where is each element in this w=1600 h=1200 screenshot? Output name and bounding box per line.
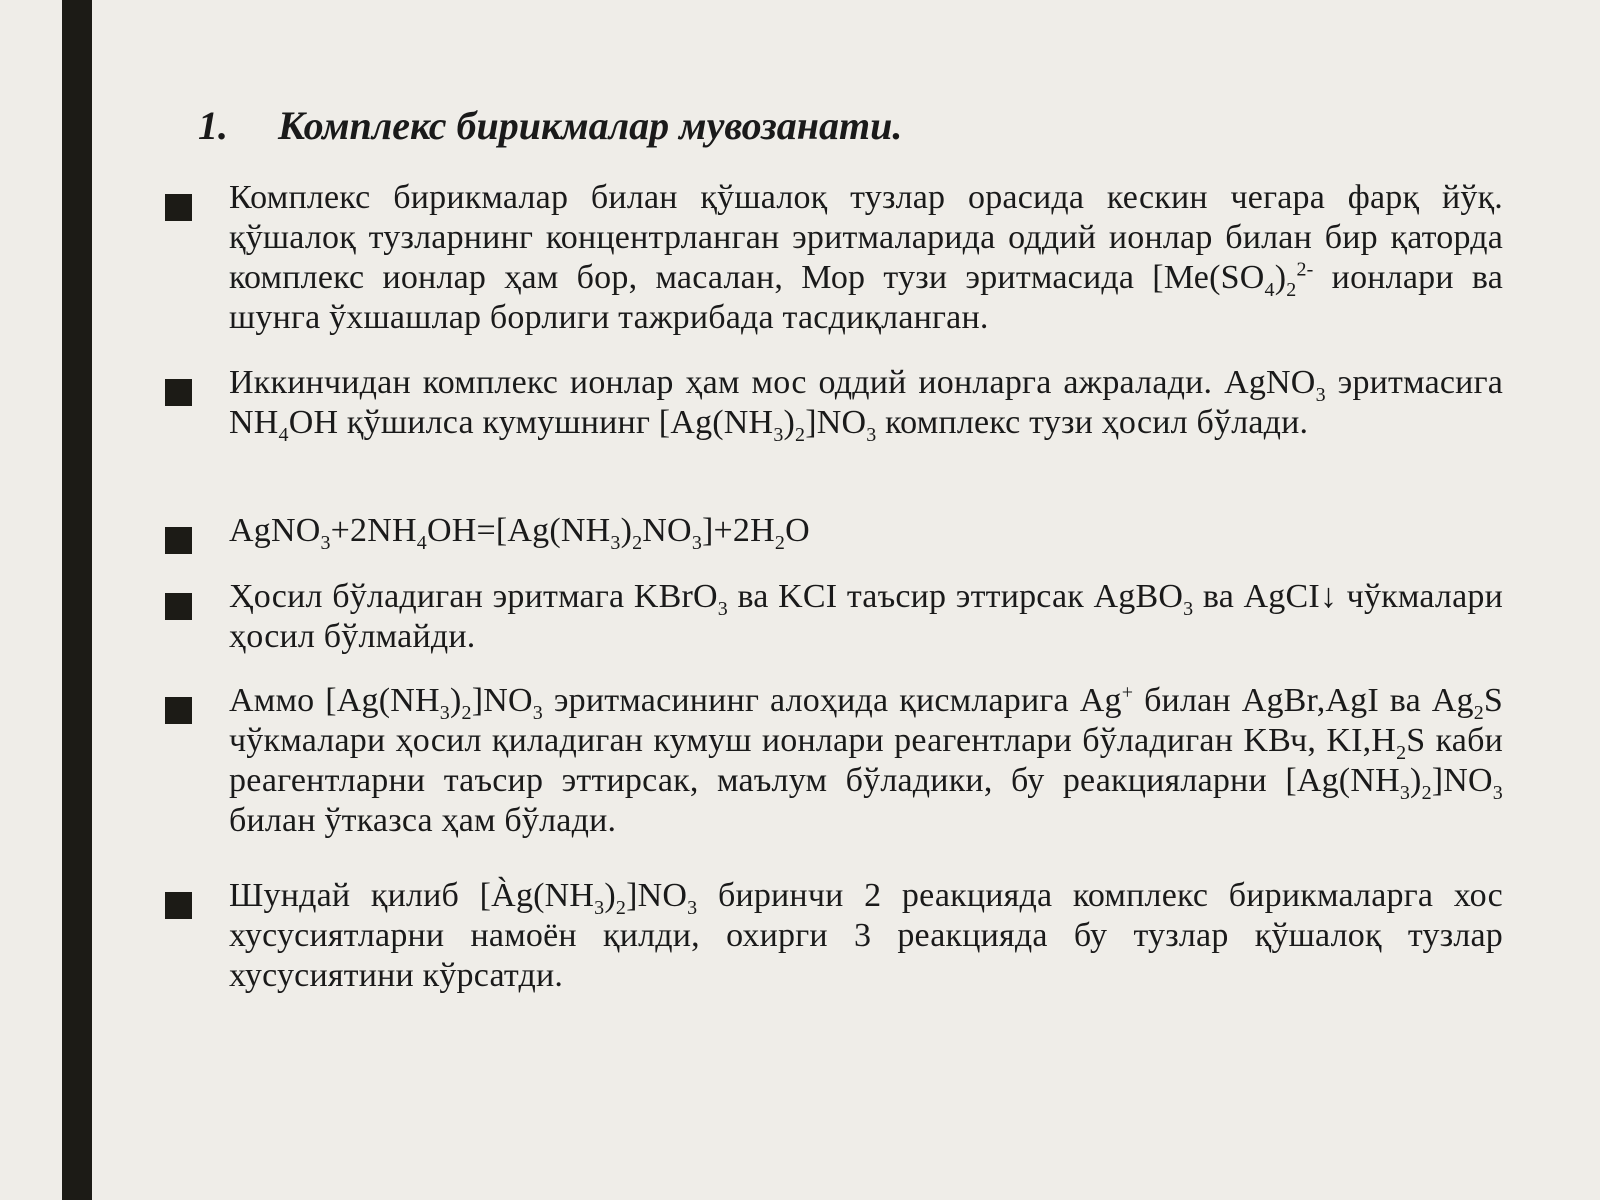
paragraph-text: [229, 363, 1503, 446]
subscript: 3: [610, 531, 621, 554]
subscript: 2: [1286, 278, 1297, 301]
text-run: Шундай қилиб [Àg(NH: [229, 877, 595, 914]
text-run: Аммо [Ag(NH: [229, 682, 440, 719]
subscript: 4: [416, 531, 427, 554]
text-run: NO: [642, 512, 692, 549]
subscript: 2: [615, 896, 627, 919]
text-run: OH=[Ag(NH: [426, 512, 611, 549]
subscript: 2: [632, 531, 643, 554]
subscript: 3: [866, 423, 877, 446]
paragraph-text: [229, 681, 1503, 841]
subscript: 3: [1315, 383, 1326, 406]
subscript: 2: [774, 531, 786, 554]
subscript: 4: [278, 423, 289, 446]
bullet-square-icon: [165, 892, 192, 919]
subscript: 4: [1264, 278, 1275, 301]
text-run: OH қўшилса кумушнинг [Ag(NH: [288, 404, 774, 441]
subscript: 3: [1399, 781, 1411, 804]
subscript: 2: [461, 701, 472, 724]
subscript: 3: [594, 896, 605, 919]
subscript: 3: [320, 531, 331, 554]
text-run: ва KCI таъсир эттирсак AgBO: [727, 578, 1184, 615]
subscript: 3: [691, 531, 703, 554]
text-run: билан AgBr,AgI ва Ag: [1133, 682, 1474, 719]
text-run: S каби реагентларни таъсир эттирсак, маълум бўладики, бу реакцияларни [Ag(NH: [229, 722, 1503, 799]
bullet-square-icon: [165, 593, 192, 620]
paragraph-text: [229, 178, 1503, 338]
text-run: Комплекс бирикмалар билан қўшалоқ тузлар орасида кескин чегара фарқ йўқ. қўшалоқ тузларнинг концентрланган эритмаларида оддий ионлар билан бир қаторда комплекс ионлар ҳам бор, масалан, Мор тузи эритмасида [Ме(SO: [229, 179, 1503, 296]
bullet-square-icon: [165, 379, 192, 406]
subscript: 3: [717, 597, 728, 620]
text-run: O: [785, 512, 810, 549]
text-run: ]+2H: [702, 512, 775, 549]
text-run: ): [604, 877, 616, 914]
subscript: 3: [532, 701, 543, 724]
text-run: AgNO: [229, 512, 321, 549]
text-run: ]NO: [1431, 762, 1493, 799]
title-number: 1.: [198, 103, 228, 148]
text-run: ]NO: [471, 682, 533, 719]
superscript: 2-: [1296, 258, 1314, 281]
paragraph-text: [229, 577, 1503, 657]
text-run: Ҳосил бўладиган эритмага KBrO: [229, 578, 718, 615]
text-run: ]NO: [626, 877, 688, 914]
text-run: ): [450, 682, 462, 719]
subscript: 2: [1473, 701, 1484, 724]
subscript: 2: [1421, 781, 1432, 804]
text-run: ва AgCI↓ чўкмалари ҳосил бўлмайди.: [229, 578, 1503, 655]
subscript: 3: [687, 896, 698, 919]
text-run: ): [783, 404, 796, 441]
text-run: S чўкмалари ҳосил қиладиган кумуш ионлари реагентлари бўладиган KВч, KI,H: [229, 682, 1504, 759]
text-run: ]NO: [805, 404, 867, 441]
text-run: билан ўтказса ҳам бўлади.: [229, 802, 617, 839]
subscript: 3: [1183, 597, 1194, 620]
title-text: Комплекс бирикмалар мувозанати.: [278, 103, 903, 148]
paragraph-text: [229, 876, 1503, 996]
text-run: ): [1274, 259, 1287, 296]
bullet-square-icon: [165, 527, 192, 554]
subscript: 3: [1492, 781, 1503, 804]
subscript: 3: [439, 701, 450, 724]
subscript: 3: [773, 423, 784, 446]
text-run: ионлари ва шунга ўхшашлар борлиги тажрибада тасдиқланган.: [229, 259, 1503, 336]
left-accent-bar: [62, 0, 92, 1200]
superscript: +: [1121, 681, 1134, 704]
subscript: 2: [795, 423, 806, 446]
text-run: эритмасининг алоҳида қисмларига Ag: [542, 682, 1122, 719]
text-run: ): [620, 512, 633, 549]
subscript: 2: [1396, 741, 1407, 764]
text-run: эритмасига NH: [229, 364, 1503, 441]
text-run: +2NH: [330, 512, 417, 549]
bullet-square-icon: [165, 194, 192, 221]
text-run: Иккинчидан комплекс ионлар ҳам мос оддий ионларга ажралади. AgNO: [229, 364, 1316, 401]
slide-title: [198, 98, 902, 154]
text-run: биринчи 2 реакцияда комплекс бирикмаларга хос хусусиятларни намоён қилди, охирги 3 реакцияда бу тузлар қўшалоқ тузлар хусусиятини кўрсатди.: [229, 877, 1503, 994]
text-run: ): [1410, 762, 1422, 799]
paragraph-text: [229, 511, 1503, 554]
bullet-square-icon: [165, 697, 192, 724]
text-run: комплекс тузи ҳосил бўлади.: [876, 404, 1309, 441]
